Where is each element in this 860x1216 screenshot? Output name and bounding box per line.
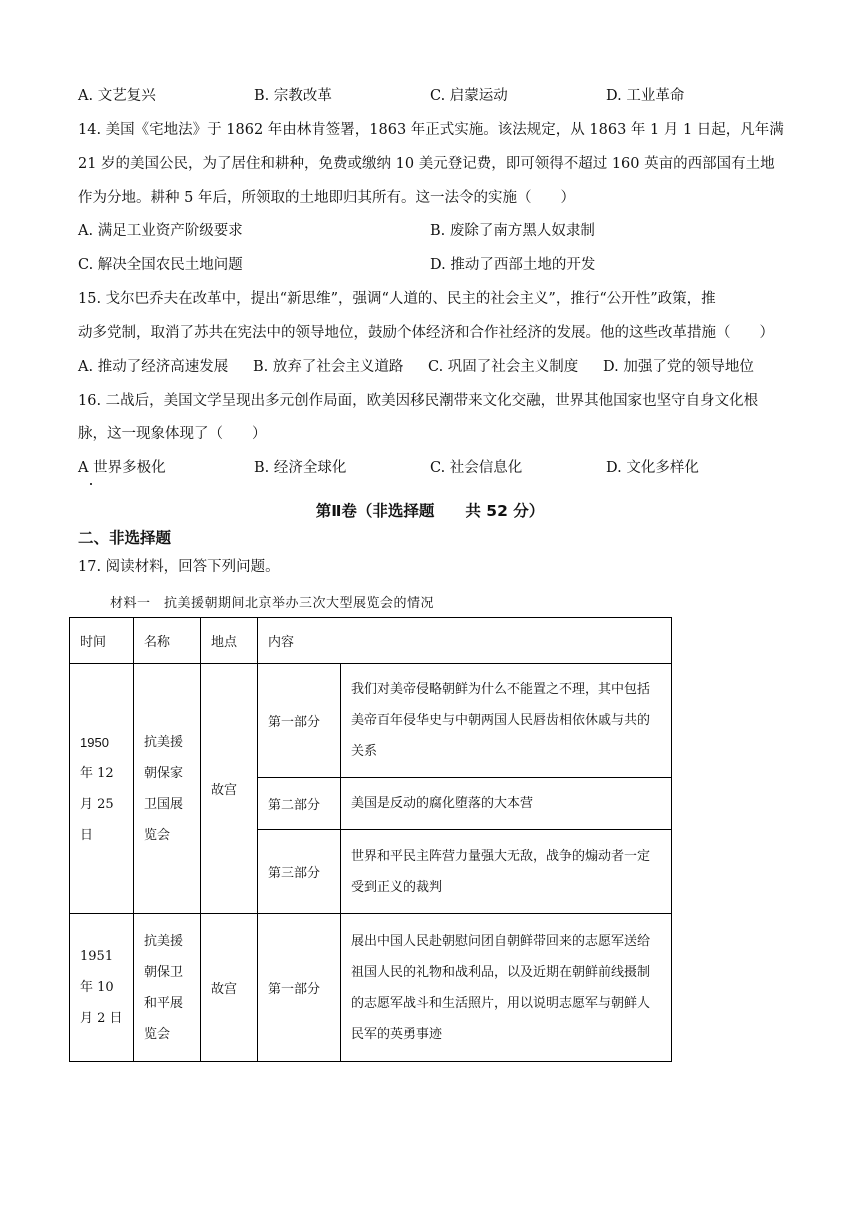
header-name: 名称 (134, 618, 201, 664)
name-line: 览会 (144, 827, 171, 843)
option-c: C. 社会信息化 (430, 460, 523, 476)
option-a: A 世界多极化 (78, 460, 166, 476)
material-caption: 材料一 抗美援朝期间北京举办三次大型展览会的情况 (110, 596, 435, 611)
option-a: A. 推动了经济高速发展 (78, 359, 229, 375)
option-c: C. 巩固了社会主义制度 (428, 359, 579, 375)
time-cell (70, 914, 134, 1062)
part-content: 我们对美帝侵略朝鲜为什么不能置之不理，其中包括美帝百年侵华史与中朝两国人民唇齿相依休戚与共的关系 (341, 664, 672, 778)
exhibition-table (69, 617, 672, 1062)
time-line: 1950 (80, 734, 109, 750)
option-d: D. 工业革命 (606, 88, 685, 104)
name-line: 览会 (144, 1026, 171, 1042)
section-title: 二、非选择题 (78, 529, 172, 547)
table-row (70, 914, 672, 1062)
q16-line-1: 16. 二战后，美国文学呈现出多元创作局面，欧美因移民潮带来文化交融，世界其他国家也坚守自身文化根 (78, 393, 759, 409)
option-d: D. 加强了党的领导地位 (603, 359, 754, 375)
volume-title: 第Ⅱ卷（非选择题 共 52 分） (315, 502, 545, 520)
q17-intro: 17. 阅读材料，回答下列问题。 (78, 559, 280, 575)
q16-options (78, 458, 699, 478)
option-b: B. 经济全球化 (254, 460, 347, 476)
option-d: D. 文化多样化 (606, 460, 699, 476)
part-content: 美国是反动的腐化堕落的大本营 (341, 778, 672, 830)
q15-options (78, 357, 754, 377)
q14-option-d: D. 推动了西部土地的开发 (430, 257, 596, 273)
option-b: B. 宗教改革 (254, 88, 332, 104)
name-cell (134, 664, 201, 914)
place-cell: 故宫 (201, 914, 258, 1062)
option-c: C. 启蒙运动 (430, 88, 508, 104)
part-label: 第一部分 (258, 914, 341, 1062)
header-place: 地点 (201, 618, 258, 664)
place-cell: 故宫 (201, 664, 258, 914)
name-line: 和平展 (144, 995, 184, 1011)
name-line: 卫国展 (144, 796, 184, 812)
emphasis-dot (90, 483, 92, 485)
name-line: 抗美援 (144, 734, 184, 750)
time-line: 月 25 (80, 796, 114, 812)
part-label: 第二部分 (258, 778, 341, 830)
part-label: 第三部分 (258, 830, 341, 914)
part-content: 展出中国人民赴朝慰问团自朝鲜带回来的志愿军送给祖国人民的礼物和战利品，以及近期在朝鲜前线摄制的志愿军战斗和生活照片，用以说明志愿军与朝鲜人民军的英勇事迹 (341, 914, 672, 1062)
q14-line-3: 作为分地。耕种 5 年后，所领取的土地即归其所有。这一法令的实施（ ） (78, 190, 575, 206)
q15-line-2: 动多党制，取消了苏共在宪法中的领导地位，鼓励个体经济和合作社经济的发展。他的这些改革措施（ ） (78, 325, 774, 341)
time-line: 日 (80, 827, 94, 843)
q16-line-2: 脉，这一现象体现了（ ） (78, 426, 267, 442)
q13-options (78, 86, 684, 106)
q15-line-1: 15. 戈尔巴乔夫在改革中，提出“新思维”，强调“人道的、民主的社会主义”，推行“公开性”政策，推 (78, 291, 716, 307)
time-line: 1951 (80, 949, 114, 964)
time-line: 月 2 日 (80, 1011, 123, 1026)
time-line: 年 10 (80, 980, 114, 995)
header-content: 内容 (258, 618, 672, 664)
q14-option-a: A. 满足工业资产阶级要求 (78, 223, 243, 239)
option-b: B. 放弃了社会主义道路 (253, 359, 404, 375)
part-content: 世界和平民主阵营力量强大无敌，战争的煽动者一定受到正义的裁判 (341, 830, 672, 914)
option-a: A. 文艺复兴 (78, 88, 156, 104)
q14-option-b: B. 废除了南方黑人奴隶制 (430, 223, 595, 239)
q14-line-2: 21 岁的美国公民，为了居住和耕种，免费或缴纳 10 美元登记费，即可领得不超过 160 英亩的西部国有土地 (78, 156, 775, 172)
name-line: 抗美援 (144, 933, 184, 949)
table-header-row (70, 618, 672, 664)
name-cell (134, 914, 201, 1062)
q14-option-c: C. 解决全国农民土地问题 (78, 257, 243, 273)
name-line: 朝保卫 (144, 964, 184, 980)
q14-line-1: 14. 美国《宅地法》于 1862 年由林肯签署，1863 年正式实施。该法规定，从 1863 年 1 月 1 日起，凡年满 (78, 122, 784, 138)
header-time: 时间 (70, 618, 134, 664)
name-line: 朝保家 (144, 765, 184, 781)
time-cell (70, 664, 134, 914)
time-line: 年 12 (80, 765, 114, 781)
part-label: 第一部分 (258, 664, 341, 778)
table-row (70, 664, 672, 778)
